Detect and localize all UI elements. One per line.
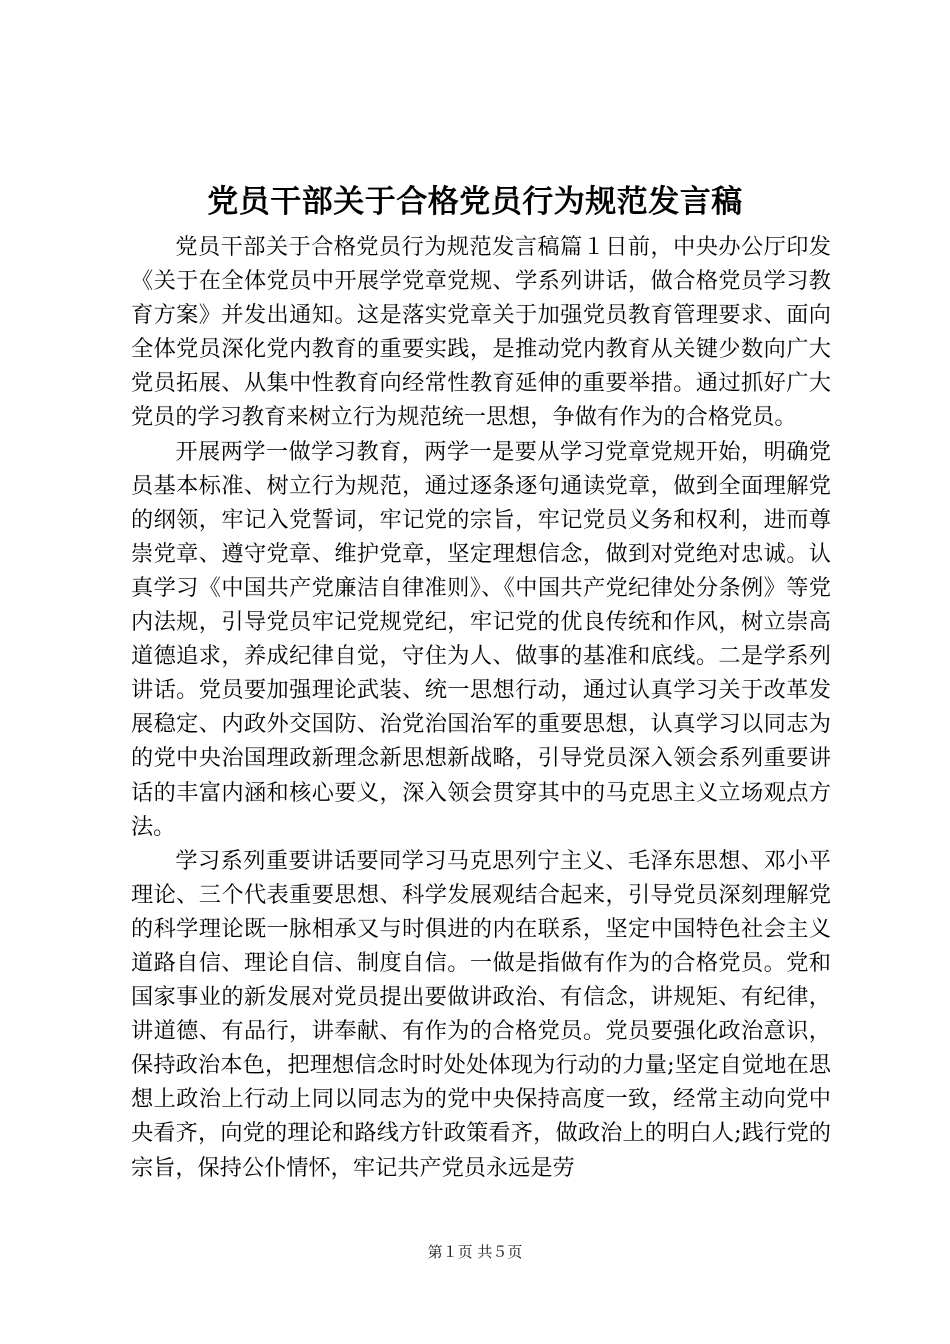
paragraph-3: 学习系列重要讲话要同学习马克思列宁主义、毛泽东思想、邓小平理论、三个代表重要思想、科学发展观结合起来，引导党员深刻理解党的科学理论既一脉相承又与时俱进的内在联系，坚定中国特色社会主义道路自信、理论自信、制度自信。一做是指做有作为的合格党员。党和国家事业的新发展对党员提出要做讲政治、有信念，讲规矩、有纪律，讲道德、有品行，讲奉献、有作为的合格党员。党员要强化政治意识，保持政治本色，把理想信念时时处处体现为行动的力量;坚定自觉地在思想上政治上行动上同以同志为的党中央保持高度一致，经常主动向党中央看齐，向党的理论和路线方针政策看齐，做政治上的明白人;践行党的宗旨，保持公仆情怀，牢记共产党员永远是劳 [131,847,831,1181]
page-number-footer: 第１页 共５页 [427,1243,523,1261]
document-title: 党员干部关于合格党员行为规范发言稿 [207,184,743,220]
document-body [131,230,831,1185]
paragraph-1: 党员干部关于合格党员行为规范发言稿篇１日前，中央办公厅印发《关于在全体党员中开展学党章党规、学系列讲话，做合格党员学习教育方案》并发出通知。这是落实党章关于加强党员教育管理要求、面向全体党员深化党内教育的重要实践，是推动党内教育从关键少数向广大党员拓展、从集中性教育向经常性教育延伸的重要举措。通过抓好广大党员的学习教育来树立行为规范统一思想，争做有作为的合格党员。 [131,234,831,431]
paragraph-2: 开展两学一做学习教育，两学一是要从学习党章党规开始，明确党员基本标准、树立行为规范，通过逐条逐句通读党章，做到全面理解党的纲领，牢记入党誓词，牢记党的宗旨，牢记党员义务和权利，进而尊崇党章、遵守党章、维护党章，坚定理想信念，做到对党绝对忠诚。认真学习《中国共产党廉洁自律准则》、《中国共产党纪律处分条例》等党内法规，引导党员牢记党规党纪，牢记党的优良传统和作风，树立崇高道德追求，养成纪律自觉，守住为人、做事的基准和底线。二是学系列讲话。党员要加强理论武装、统一思想行动，通过认真学习关于改革发展稳定、内政外交国防、治党治国治军的重要思想，认真学习以同志为的党中央治国理政新理念新思想新战略，引导党员深入领会系列重要讲话的丰富内涵和核心要义，深入领会贯穿其中的马克思主义立场观点方法。 [131,438,831,840]
